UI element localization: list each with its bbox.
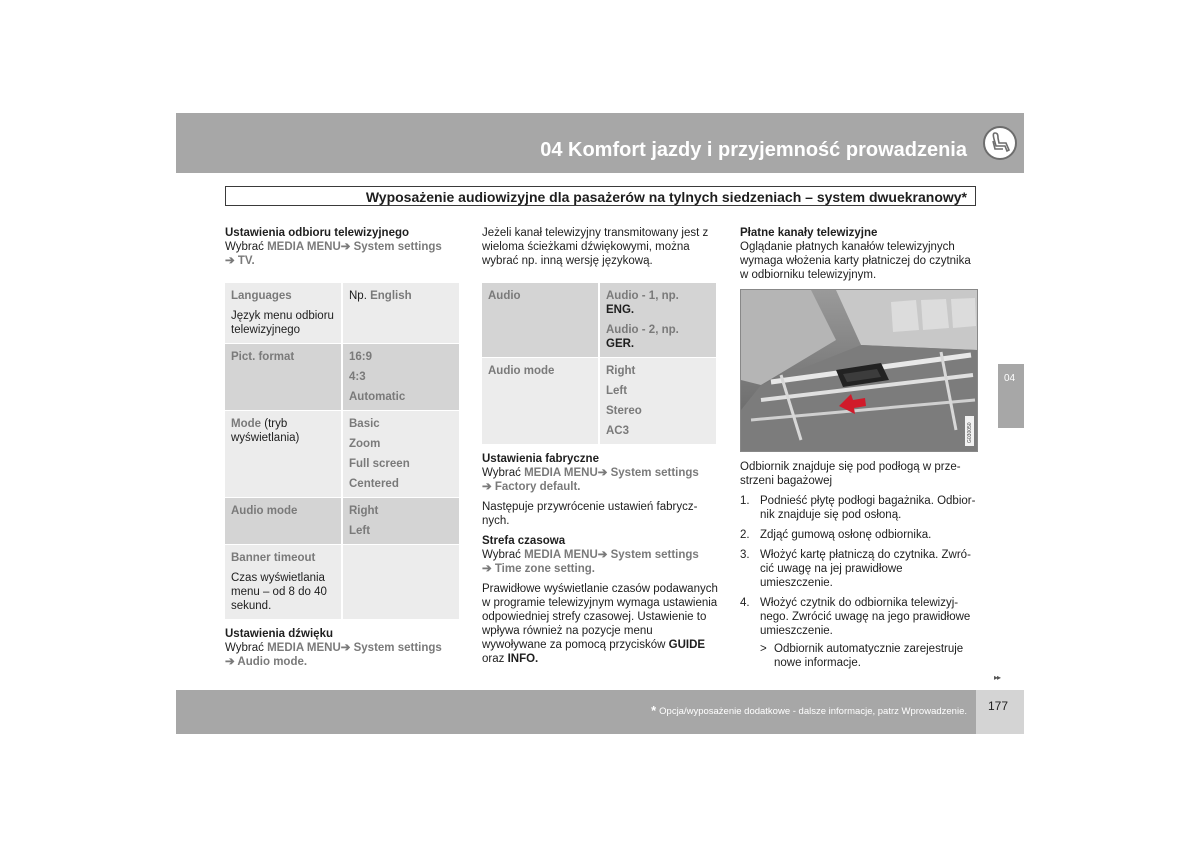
path-item: Audio mode. bbox=[237, 656, 308, 668]
setting-key: Audio bbox=[488, 290, 521, 302]
path-item: TV. bbox=[237, 255, 255, 267]
setting-key: Audio mode bbox=[231, 505, 298, 517]
page-footer bbox=[176, 690, 976, 734]
setting-value: Right bbox=[606, 365, 636, 377]
path-menu: MEDIA MENU bbox=[267, 642, 341, 654]
audio-table bbox=[482, 283, 716, 444]
setting-value: Left bbox=[606, 385, 628, 397]
continue-arrows-icon: ▸▸ bbox=[994, 673, 1001, 682]
setting-value: Stereo bbox=[606, 405, 642, 417]
setting-key: Banner timeout bbox=[231, 552, 316, 564]
table-row bbox=[482, 358, 716, 445]
page-number-box bbox=[976, 690, 1024, 734]
sound-settings-path bbox=[225, 641, 459, 669]
setting-value: Centered bbox=[349, 478, 399, 490]
trunk-floor-illustration bbox=[741, 290, 977, 451]
info-button-label: INFO. bbox=[507, 653, 539, 665]
guide-button-label: GUIDE bbox=[668, 639, 706, 651]
path-item: System settings bbox=[610, 549, 699, 561]
heavy-right-arrow-icon: ➔ bbox=[597, 549, 608, 561]
table-row bbox=[225, 344, 459, 411]
path-prefix: Wybrać bbox=[482, 467, 521, 479]
setting-key: Audio mode bbox=[488, 365, 555, 377]
path-item: Time zone setting. bbox=[494, 563, 595, 575]
table-row bbox=[225, 411, 459, 498]
receiver-location-text: Odbiornik znajduje się pod podłogą w prze-strzeni bagażowej bbox=[740, 461, 961, 487]
heavy-right-arrow-icon: ➔ bbox=[225, 255, 235, 267]
factory-path bbox=[482, 466, 718, 494]
section-title-box bbox=[225, 186, 976, 206]
tv-settings-path bbox=[225, 240, 459, 268]
tv-settings-table bbox=[225, 283, 459, 619]
path-prefix: Wybrać bbox=[225, 642, 264, 654]
setting-value: Basic bbox=[349, 418, 380, 430]
chapter-header bbox=[176, 113, 976, 173]
setting-value: AC3 bbox=[606, 425, 630, 437]
setting-value: Zoom bbox=[349, 438, 381, 450]
sound-settings-heading: Ustawienia dźwięku bbox=[225, 628, 334, 640]
list-item: 1. Podnieść płytę podłogi bagażnika. Odbior-nik znajduje się pod osłoną. bbox=[740, 495, 976, 521]
audio-intro: Jeżeli kanał telewizyjny transmitowany jest z wieloma ścieżkami dźwiękowymi, można wybrać np. inną wersję językową. bbox=[482, 227, 709, 267]
install-steps bbox=[740, 494, 978, 638]
factory-heading: Ustawienia fabryczne bbox=[482, 453, 599, 465]
setting-key: Pict. format bbox=[231, 351, 295, 363]
heavy-right-arrow-icon: ➔ bbox=[482, 563, 492, 575]
heavy-right-arrow-icon: ➔ bbox=[340, 642, 351, 654]
path-menu: MEDIA MENU bbox=[524, 549, 598, 561]
setting-key: Languages bbox=[231, 290, 292, 302]
seat-comfort-icon bbox=[983, 126, 1017, 160]
table-row bbox=[225, 545, 459, 620]
setting-note: Język menu odbioru telewizyjnego bbox=[231, 310, 334, 336]
image-code: G030050 bbox=[967, 422, 973, 443]
pay-tv-heading: Płatne kanały telewizyjne bbox=[740, 227, 878, 239]
table-row bbox=[482, 283, 716, 358]
chapter-title: 04 Komfort jazdy i przyjemność prowadzenia bbox=[540, 139, 967, 161]
path-menu: MEDIA MENU bbox=[267, 241, 341, 253]
path-menu: MEDIA MENU bbox=[524, 467, 598, 479]
path-prefix: Wybrać bbox=[225, 241, 264, 253]
heavy-right-arrow-icon: ➔ bbox=[340, 241, 351, 253]
step-result: > Odbiornik automatycznie zarejestruje nowe informacje. bbox=[760, 643, 964, 669]
column-tv-settings bbox=[225, 226, 459, 669]
pay-tv-intro: Oglądanie płatnych kanałów telewizyjnych wymaga włożenia karty płatniczej do czytnika w odbiorniku telewizyjnym. bbox=[740, 241, 971, 281]
timezone-text: Prawidłowe wyświetlanie czasów podawanych w programie telewizyjnym wymaga ustawienia odpowiedniej strefy czasowej. Ustawienie to wpływa również na pozycje menu wywoływane za pomocą przycisków GUIDE oraz INFO. bbox=[482, 583, 718, 665]
setting-value: Audio - 1, np. ENG. bbox=[606, 290, 679, 316]
tv-settings-heading: Ustawienia odbioru telewizyjnego bbox=[225, 227, 410, 239]
chapter-side-tab[interactable] bbox=[998, 364, 1024, 428]
column-audio-factory-timezone bbox=[482, 226, 718, 666]
table-row bbox=[225, 283, 459, 344]
list-item: 4. Włożyć czytnik do odbiornika telewizyj-nego. Zwrócić uwagę na jego prawidłowe umieszczenie. bbox=[740, 597, 971, 637]
heavy-right-arrow-icon: ➔ bbox=[597, 467, 608, 479]
side-tab-label: 04 bbox=[1004, 373, 1016, 384]
section-title: Wyposażenie audiowizyjne dla pasażerów na tylnych siedzeniach – system dwuekranowy* bbox=[365, 189, 967, 205]
timezone-heading: Strefa czasowa bbox=[482, 535, 566, 547]
setting-value: Right bbox=[349, 505, 379, 517]
table-row bbox=[225, 498, 459, 545]
path-item: System settings bbox=[353, 642, 442, 654]
setting-value: Left bbox=[349, 525, 371, 537]
setting-key: Mode bbox=[231, 418, 262, 430]
path-item: System settings bbox=[610, 467, 699, 479]
footnote: * Opcja/wyposażenie dodatkowe - dalsze informacje, patrz Wprowadzenie. bbox=[651, 703, 967, 718]
result-marker: > bbox=[760, 643, 767, 655]
heavy-right-arrow-icon: ➔ bbox=[225, 656, 235, 668]
path-item: Factory default. bbox=[494, 481, 581, 493]
setting-value: 4:3 bbox=[349, 371, 366, 383]
footnote-star: * bbox=[651, 703, 657, 718]
path-item: System settings bbox=[353, 241, 442, 253]
list-item: 2. Zdjąć gumową osłonę odbiornika. bbox=[740, 529, 932, 541]
trunk-receiver-photo bbox=[740, 289, 978, 452]
page-number: 177 bbox=[988, 699, 1009, 713]
setting-value: Automatic bbox=[349, 391, 406, 403]
list-item: 3. Włożyć kartę płatniczą do czytnika. Zwró-cić uwagę na jej prawidłowe umieszczenie. bbox=[740, 549, 971, 589]
heavy-right-arrow-icon: ➔ bbox=[482, 481, 492, 493]
column-pay-tv bbox=[740, 226, 978, 670]
path-prefix: Wybrać bbox=[482, 549, 521, 561]
setting-value: Full screen bbox=[349, 458, 410, 470]
setting-value: 16:9 bbox=[349, 351, 373, 363]
setting-note: (tryb wyświetlania) bbox=[231, 418, 300, 444]
setting-note: Czas wyświetlania menu – od 8 do 40 sekund. bbox=[231, 572, 327, 612]
chapter-icon-box bbox=[976, 113, 1024, 173]
setting-value-prefix: Np. bbox=[349, 290, 367, 302]
setting-value: Audio - 2, np. GER. bbox=[606, 324, 679, 350]
factory-text: Następuje przywrócenie ustawień fabrycz-nych. bbox=[482, 501, 698, 527]
timezone-path bbox=[482, 548, 718, 576]
setting-value: English bbox=[370, 290, 412, 302]
